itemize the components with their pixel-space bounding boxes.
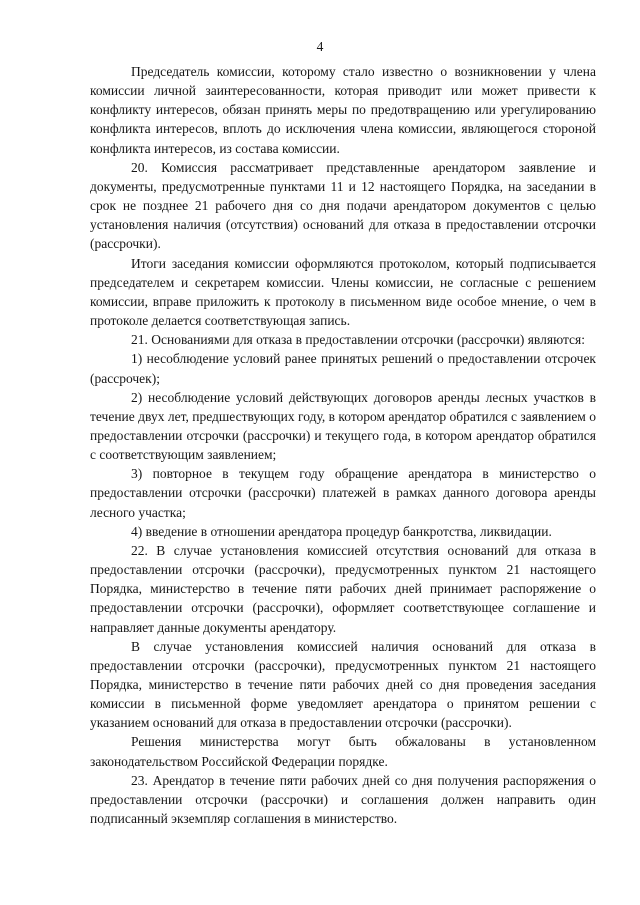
paragraph-item-22: 22. В случае установления комиссией отсутствия оснований для отказа в предоставлении отсрочки (рассрочки), предусмотренных пунктом 21 настоящего Порядка, министерство в течение пяти рабочих дней принимает распоряжение о предоставлении отсрочки (рассрочки), оформляет соответствующее соглашение и направляет данные документы арендатору.	[90, 542, 596, 635]
paragraph-item-20: 20. Комиссия рассматривает представленные арендатором заявление и документы, предусмотренные пунктами 11 и 12 настоящего Порядка, на заседании в срок не позднее 21 рабочего дня со дня подачи арендатором документов с целью установления наличия (отсутствия) оснований для отказа в предоставлении отсрочки (рассрочки).	[90, 159, 596, 252]
paragraph-item-23: 23. Арендатор в течение пяти рабочих дней со дня получения распоряжения о предоставлении отсрочки (рассрочки) и соглашения должен направить один подписанный экземпляр соглашения в министерство.	[90, 772, 596, 827]
document-body	[90, 62, 596, 828]
paragraph-appeal: Решения министерства могут быть обжалованы в установленном законодательством Российской Федерации порядке.	[90, 734, 596, 769]
paragraph-meeting-results: Итоги заседания комиссии оформляются протоколом, который подписывается председателем и секретарем комиссии. Члены комиссии, не согласные с решением комиссии, вправе приложить к протоколу в письменном виде особое мнение, о чем в протоколе делается соответствующая запись.	[90, 255, 596, 329]
paragraph-item-21-1: 1) несоблюдение условий ранее принятых решений о предоставлении отсрочек (рассрочек);	[90, 351, 596, 386]
paragraph-item-21-4: 4) введение в отношении арендатора процедур банкротства, ликвидации.	[131, 523, 552, 539]
paragraph-refusal-notice: В случае установления комиссией наличия оснований для отказа в предоставлении отсрочки (рассрочки), предусмотренных пунктом 21 настоящего Порядка, министерство в течение пяти рабочих дней со дня проведения заседания комиссии в письменной форме уведомляет арендатора о принятом решении с указанием оснований для отказа в предоставлении отсрочки (рассрочки).	[90, 638, 596, 731]
page-number: 4	[316, 39, 324, 54]
paragraph-item-21: 21. Основаниями для отказа в предоставлении отсрочки (рассрочки) являются:	[131, 332, 585, 348]
paragraph-chairman-conflict: Председатель комиссии, которому стало известно о возникновении у члена комиссии личной заинтересованности, которая приводит или может привести к конфликту интересов, обязан принять меры по предотвращению или урегулированию конфликта интересов, вплоть до исключения члена комиссии, являющегося стороной конфликта интересов, из состава комиссии.	[90, 64, 596, 156]
paragraph-item-21-3: 3) повторное в текущем году обращение арендатора в министерство о предоставлении отсрочки (рассрочки) платежей в рамках данного договора аренды лесного участка;	[90, 466, 596, 520]
paragraph-item-21-2: 2) несоблюдение условий действующих договоров аренды лесных участков в течение двух лет, предшествующих году, в котором арендатор обратился с заявлением о предоставлении отсрочки (рассрочки) и текущего года, в котором арендатор обратился с соответствующим заявлением;	[90, 389, 596, 463]
